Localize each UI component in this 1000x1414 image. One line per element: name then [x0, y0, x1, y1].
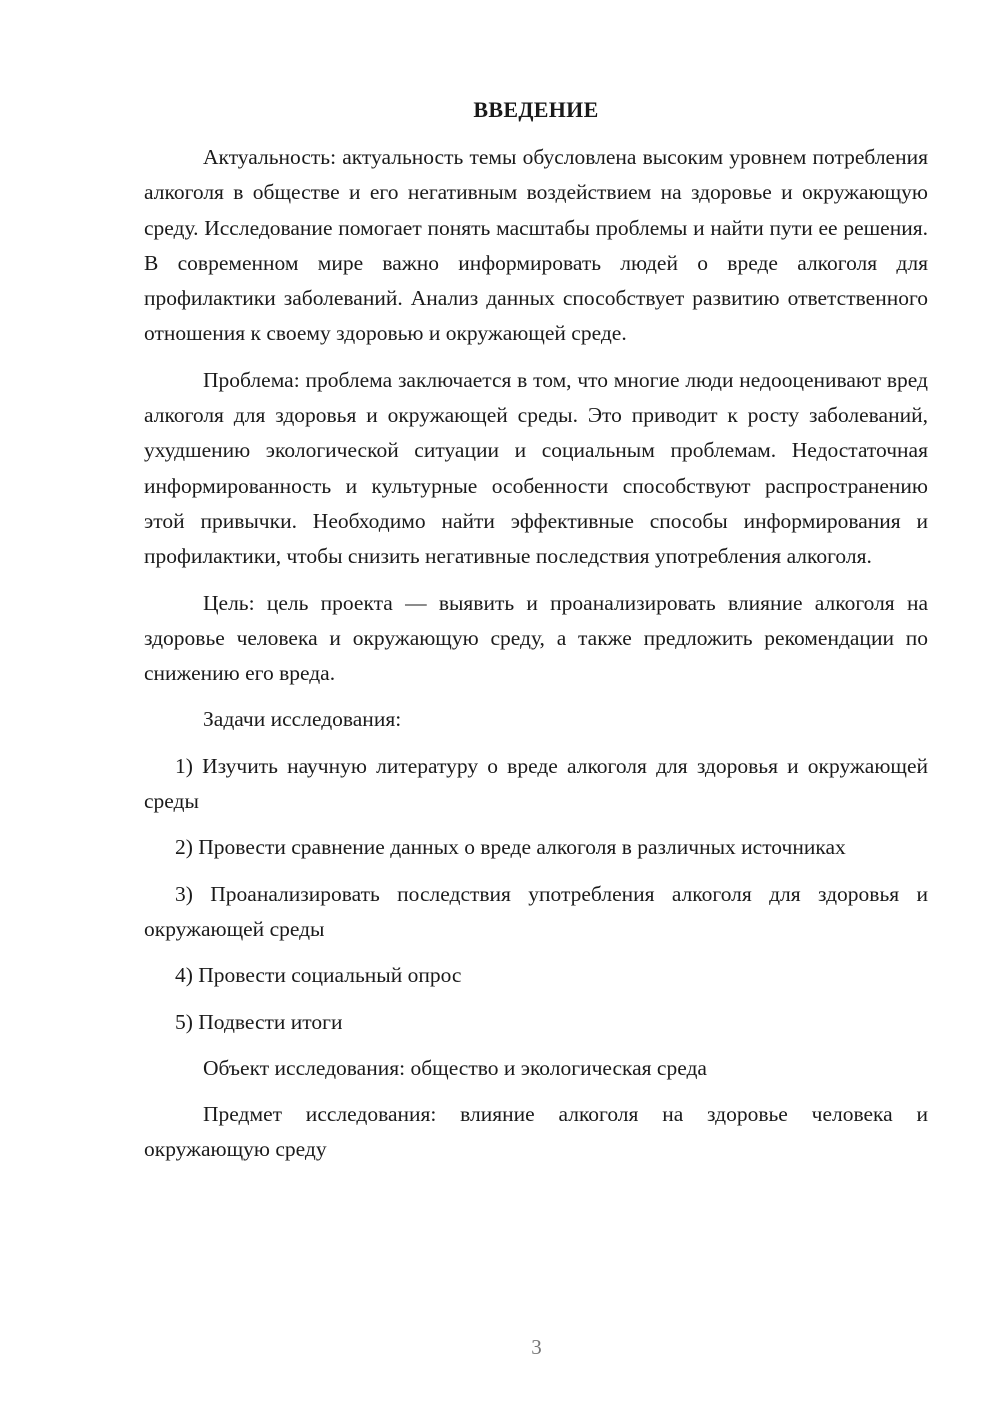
task-item: 5) Подвести итоги	[175, 1009, 343, 1034]
task-item: 1) Изучить научную литературу о вреде алкоголя для здоровья и окружающей среды	[144, 753, 928, 814]
document-page	[144, 92, 928, 1179]
relevance-paragraph: Актуальность: актуальность темы обусловлена высоким уровнем потребления алкоголя в обществе и его негативным воздействием на здоровье и окружающую среду. Исследование помогает понять масштабы проблемы и найти пути ее решения. В современном мире важно информировать людей о вреде алкоголя для профилактики заболеваний. Анализ данных способствует развитию ответственного отношения к своему здоровью и окружающей среде.	[144, 145, 928, 346]
page-number: 3	[531, 1335, 542, 1359]
goal-paragraph: Цель: цель проекта — выявить и проанализировать влияние алкоголя на здоровье человека и окружающую среду, а также предложить рекомендации по снижению его вреда.	[144, 590, 928, 686]
task-item: 2) Провести сравнение данных о вреде алкоголя в различных источниках	[175, 835, 846, 860]
problem-paragraph: Проблема: проблема заключается в том, что многие люди недооценивают вред алкоголя для здоровья и окружающей среды. Это приводит к росту заболеваний, ухудшению экологической ситуации и социальным проблемам. Недостаточная информированность и культурные особенности способствуют распространению этой привычки. Необходимо найти эффективные способы информирования и профилактики, чтобы снизить негативные последствия употребления алкоголя.	[144, 367, 928, 569]
tasks-heading: Задачи исследования:	[203, 707, 402, 732]
subject-paragraph: Предмет исследования: влияние алкоголя на здоровье человека и окружающую среду	[144, 1102, 928, 1162]
object-paragraph: Объект исследования: общество и экологическая среда	[203, 1055, 707, 1080]
task-item: 4) Провести социальный опрос	[175, 963, 462, 988]
task-item: 3) Проанализировать последствия употребления алкоголя для здоровья и окружающей среды	[144, 881, 928, 941]
section-title: ВВЕДЕНИЕ	[473, 97, 599, 122]
